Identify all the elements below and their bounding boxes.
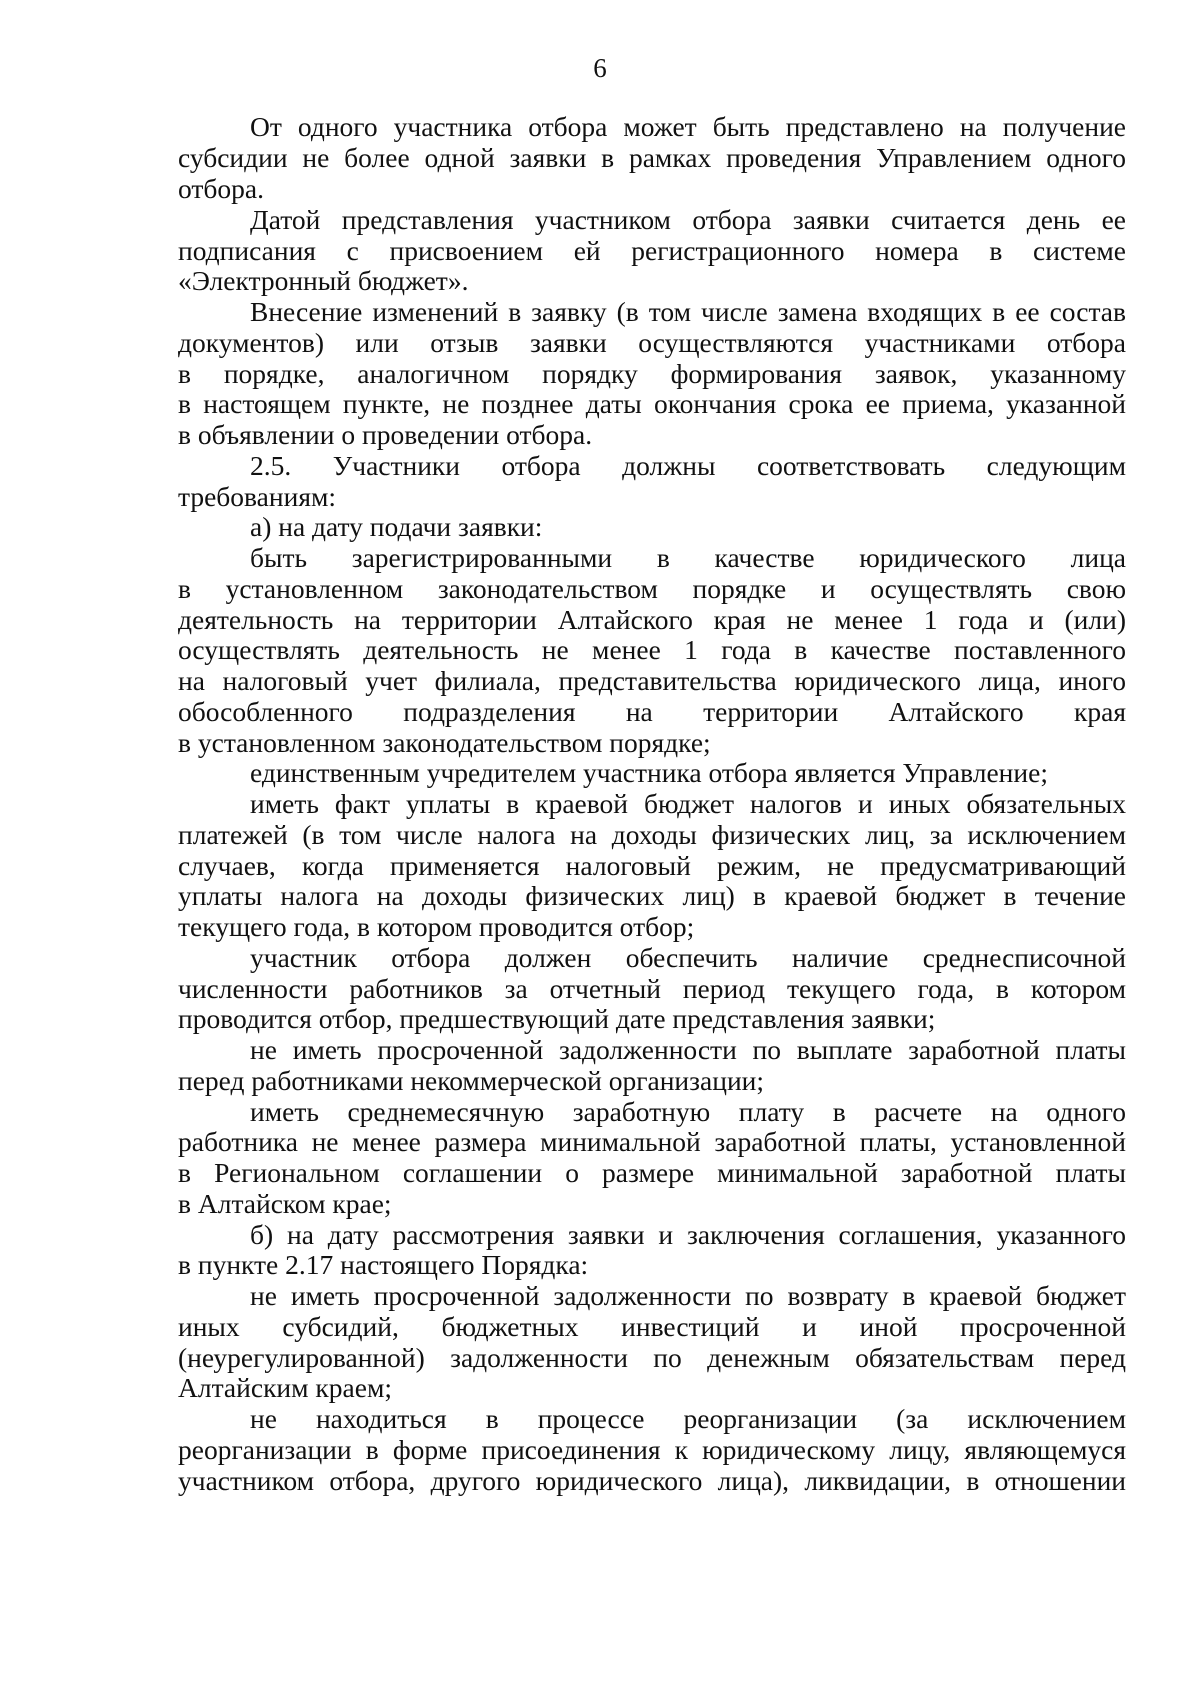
text-line: численности работников за отчетный период текущего года, в котором bbox=[178, 973, 1126, 1004]
text-line: Датой представления участником отбора заявки считается день ее bbox=[250, 204, 1126, 235]
text-line: на налоговый учет филиала, представительства юридического лица, иного bbox=[178, 665, 1126, 696]
text-line: быть зарегистрированными в качестве юридического лица bbox=[250, 542, 1126, 573]
text-line: единственным учредителем участника отбора является Управление; bbox=[250, 757, 1048, 788]
text-line: иных субсидий, бюджетных инвестиций и иной просроченной bbox=[178, 1311, 1126, 1342]
text-line: иметь среднемесячную заработную плату в расчете на одного bbox=[250, 1096, 1126, 1127]
text-line: участником отбора, другого юридического лица), ликвидации, в отношении bbox=[178, 1465, 1126, 1496]
text-line: подписания с присвоением ей регистрационного номера в системе bbox=[178, 235, 1126, 266]
text-line: иметь факт уплаты в краевой бюджет налогов и иных обязательных bbox=[250, 788, 1126, 819]
text-line: документов) или отзыв заявки осуществляются участниками отбора bbox=[178, 327, 1126, 358]
text-line: в установленном законодательством порядке; bbox=[178, 727, 711, 758]
text-line: обособленного подразделения на территории Алтайского края bbox=[178, 696, 1126, 727]
text-line: требованиям: bbox=[178, 481, 337, 512]
text-line: случаев, когда применяется налоговый режим, не предусматривающий bbox=[178, 850, 1126, 881]
text-line: участник отбора должен обеспечить наличие среднесписочной bbox=[250, 942, 1126, 973]
text-line: платежей (в том числе налога на доходы физических лиц, за исключением bbox=[178, 819, 1126, 850]
text-line: а) на дату подачи заявки: bbox=[250, 511, 543, 542]
text-line: уплаты налога на доходы физических лиц) в краевой бюджет в течение bbox=[178, 880, 1126, 911]
text-line: (неурегулированной) задолженности по денежным обязательствам перед bbox=[178, 1342, 1126, 1373]
text-line: в Алтайском крае; bbox=[178, 1188, 392, 1219]
text-line: отбора. bbox=[178, 173, 264, 204]
text-line: 2.5. Участники отбора должны соответствовать следующим bbox=[250, 450, 1126, 481]
text-line: работника не менее размера минимальной заработной платы, установленной bbox=[178, 1126, 1126, 1157]
text-line: в Региональном соглашении о размере минимальной заработной платы bbox=[178, 1157, 1126, 1188]
text-line: б) на дату рассмотрения заявки и заключения соглашения, указанного bbox=[250, 1219, 1126, 1250]
text-line: в порядке, аналогичном порядку формирования заявок, указанному bbox=[178, 358, 1126, 389]
text-line: не находиться в процессе реорганизации (за исключением bbox=[250, 1403, 1126, 1434]
text-line: перед работниками некоммерческой организации; bbox=[178, 1065, 765, 1096]
text-line: проводится отбор, предшествующий дате представления заявки; bbox=[178, 1003, 936, 1034]
text-line: «Электронный бюджет». bbox=[178, 265, 469, 296]
page-number: 6 bbox=[593, 53, 607, 83]
text-line: реорганизации в форме присоединения к юридическому лицу, являющемуся bbox=[178, 1434, 1126, 1465]
text-line: Алтайским краем; bbox=[178, 1372, 392, 1403]
text-line: в установленном законодательством порядке и осуществлять свою bbox=[178, 573, 1126, 604]
text-line: не иметь просроченной задолженности по возврату в краевой бюджет bbox=[250, 1280, 1126, 1311]
text-line: деятельность на территории Алтайского края не менее 1 года и (или) bbox=[178, 604, 1126, 635]
text-line: Внесение изменений в заявку (в том числе замена входящих в ее состав bbox=[250, 296, 1126, 327]
text-line: осуществлять деятельность не менее 1 года в качестве поставленного bbox=[178, 634, 1126, 665]
text-line: От одного участника отбора может быть представлено на получение bbox=[250, 111, 1126, 142]
text-line: в настоящем пункте, не позднее даты окончания срока ее приема, указанной bbox=[178, 388, 1126, 419]
text-line: текущего года, в котором проводится отбор; bbox=[178, 911, 695, 942]
text-line: в объявлении о проведении отбора. bbox=[178, 419, 593, 450]
text-line: не иметь просроченной задолженности по выплате заработной платы bbox=[250, 1034, 1126, 1065]
text-line: субсидии не более одной заявки в рамках проведения Управлением одного bbox=[178, 142, 1126, 173]
text-line: в пункте 2.17 настоящего Порядка: bbox=[178, 1249, 589, 1280]
